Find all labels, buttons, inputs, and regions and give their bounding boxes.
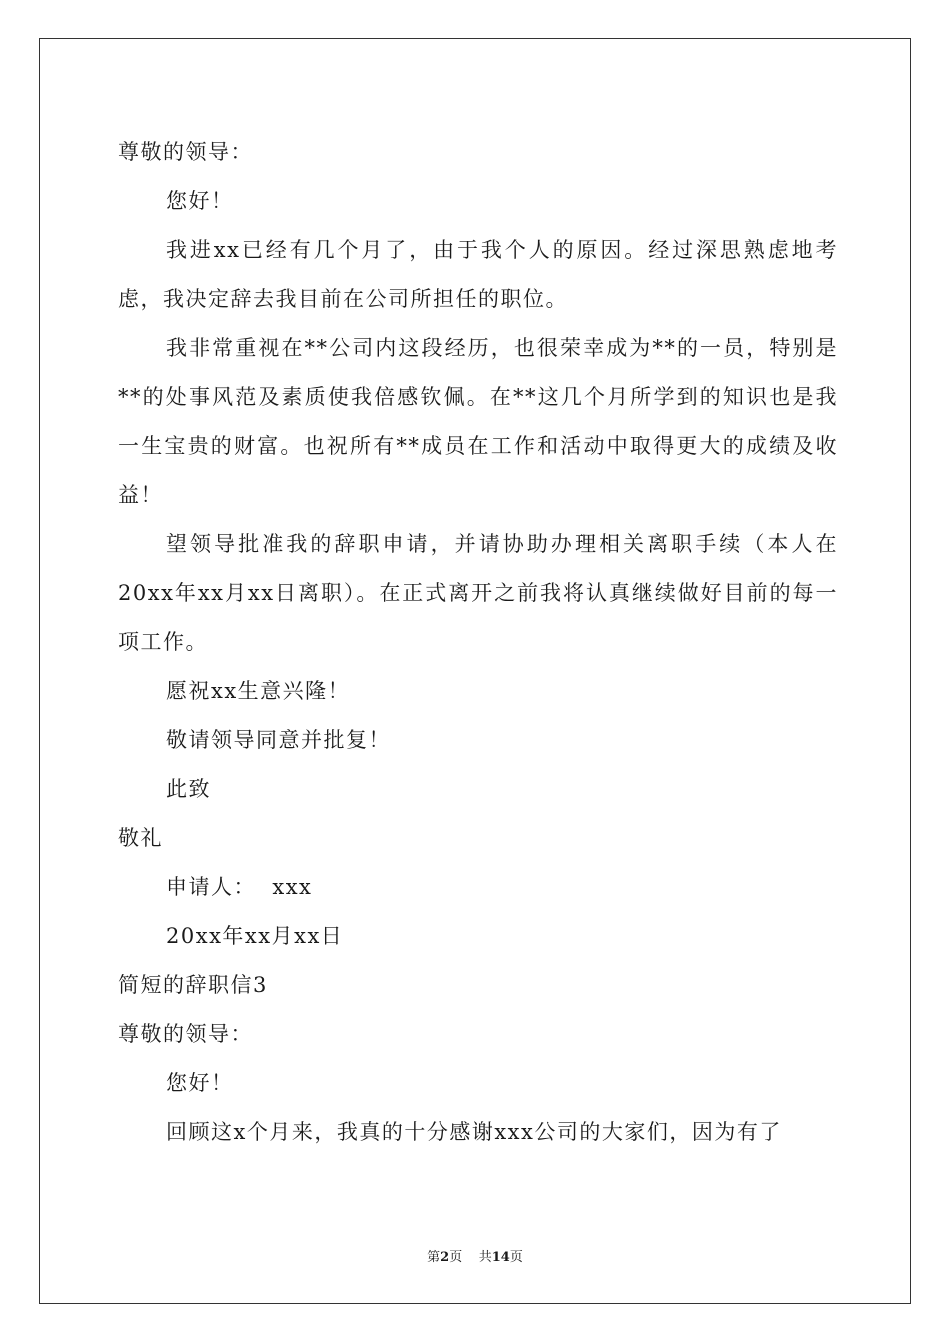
footer-suffix: 页 <box>509 1250 523 1265</box>
closing-jing-li: 敬礼 <box>118 826 163 850</box>
document-body <box>118 128 838 1157</box>
footer-mid: 页 共 <box>449 1250 492 1265</box>
greeting: 您好！ <box>166 1071 234 1095</box>
closing-ci-zhi: 此致 <box>166 777 211 801</box>
salutation: 尊敬的领导： <box>118 140 253 164</box>
page-footer <box>0 1246 950 1265</box>
paragraph-review: 回顾这x个月来，我真的十分感谢xxx公司的大家们，因为有了 <box>166 1120 782 1144</box>
current-page-number: 2 <box>440 1250 450 1265</box>
date-line: 20xx年xx月xx日 <box>166 924 344 948</box>
salutation: 尊敬的领导： <box>118 1022 253 1046</box>
wish-line: 愿祝xx生意兴隆！ <box>166 679 351 703</box>
greeting: 您好！ <box>166 189 234 213</box>
footer-prefix: 第 <box>427 1250 441 1265</box>
applicant-line: 申请人： xxx <box>166 875 313 899</box>
paragraph-gratitude: 我非常重视在**公司内这段经历，也很荣幸成为**的一员，特别是**的处事风范及素质使我倍感钦佩。在**这几个月所学到的知识也是我一生宝贵的财富。也祝所有**成员在工作和活动中取得更大的成绩及收益！ <box>118 336 838 507</box>
request-line: 敬请领导同意并批复！ <box>166 728 391 752</box>
paragraph-resignation-reason: 我进xx已经有几个月了，由于我个人的原因。经过深思熟虑地考虑，我决定辞去我目前在公司所担任的职位。 <box>118 238 838 311</box>
paragraph-request: 望领导批准我的辞职申请，并请协助办理相关离职手续（本人在20xx年xx月xx日离职）。在正式离开之前我将认真继续做好目前的每一项工作。 <box>118 532 838 654</box>
section-title: 简短的辞职信3 <box>118 973 268 997</box>
total-page-count: 14 <box>491 1250 510 1265</box>
